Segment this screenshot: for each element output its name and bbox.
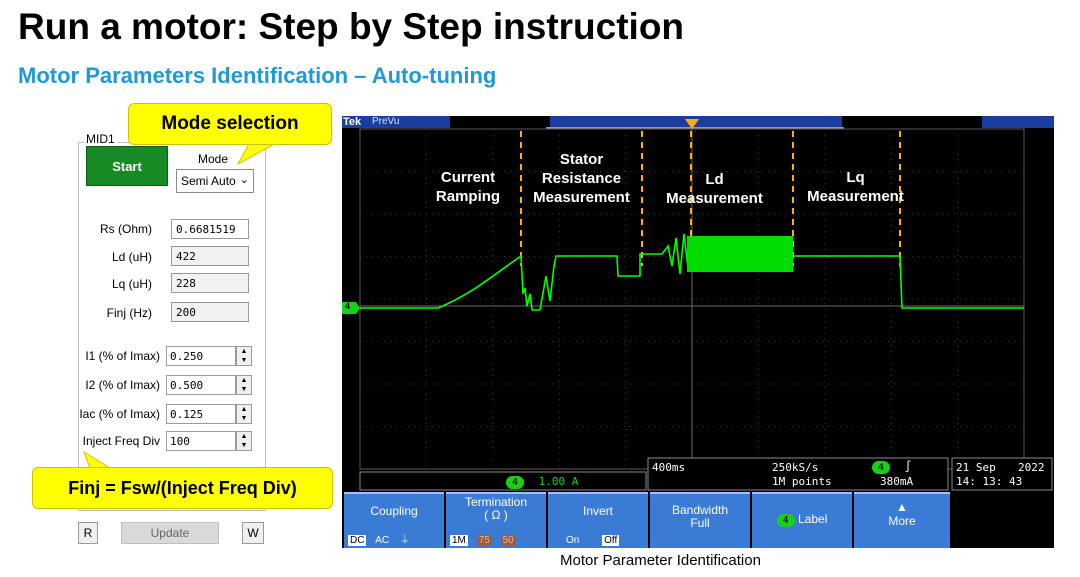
trigger-level: 380mA bbox=[880, 475, 914, 488]
more-menu-button[interactable] bbox=[854, 492, 950, 548]
channel-badge: 4 bbox=[506, 476, 524, 489]
invert-menu-button[interactable] bbox=[548, 492, 648, 548]
channel-marker-label: 4 bbox=[345, 301, 351, 311]
update-button[interactable]: Update bbox=[121, 522, 219, 544]
mid-group-label: MID1 bbox=[86, 132, 115, 146]
coupling-menu-button[interactable] bbox=[344, 492, 444, 548]
brand-label: Tek bbox=[343, 116, 362, 128]
inject-freq-div-spin-button[interactable]: ▲ ▼ bbox=[236, 431, 252, 451]
finj-label: Finj (Hz) bbox=[106, 306, 152, 320]
inject-freq-div-label: Inject Freq Div bbox=[82, 434, 160, 448]
label-menu-button[interactable] bbox=[752, 492, 852, 548]
i2-input[interactable]: 0.500 bbox=[166, 375, 236, 395]
phase-label-ld: Ld Measurement bbox=[666, 171, 763, 207]
sample-rate: 250kS/s bbox=[772, 461, 819, 474]
mode-label: Mode bbox=[198, 152, 229, 166]
bandwidth-value: Full bbox=[690, 516, 710, 530]
termination-options: 1M 75 50 bbox=[452, 535, 514, 546]
mode-selection-callout: Mode selection bbox=[128, 103, 332, 145]
mode-select[interactable] bbox=[176, 169, 254, 193]
finj-formula-callout: Finj = Fsw/(Inject Freq Div) bbox=[32, 467, 333, 509]
oscilloscope-screen bbox=[342, 116, 1054, 548]
bandwidth-label: Bandwidth bbox=[671, 503, 729, 517]
more-label: More bbox=[888, 514, 916, 528]
record-length: 1M points bbox=[772, 475, 832, 488]
date: 21 Sep bbox=[956, 461, 996, 474]
rs-label: Rs (Ohm) bbox=[100, 222, 152, 236]
phase-label-stator-resistance: Stator Resistance Measurement bbox=[533, 151, 630, 206]
bandwidth-menu-button[interactable] bbox=[650, 492, 750, 548]
phase-label-current-ramping: Current Ramping bbox=[435, 169, 501, 205]
i1-spin-button[interactable]: ▲ ▼ bbox=[236, 346, 252, 366]
i2-label: I2 (% of Imax) bbox=[85, 378, 160, 392]
i1-label: I1 (% of Imax) bbox=[85, 349, 160, 363]
inject-freq-div-input[interactable]: 100 bbox=[166, 431, 236, 451]
i1-input[interactable]: 0.250 bbox=[166, 346, 236, 366]
timebase: 400ms bbox=[652, 461, 686, 474]
channel-scale-value: 1.00 A bbox=[538, 475, 579, 488]
figure-caption: Motor Parameter Identification bbox=[560, 552, 761, 569]
trigger-slope-icon: ∫ bbox=[904, 460, 912, 473]
slide-subtitle: Motor Parameters Identification – Auto-tuning bbox=[18, 63, 497, 88]
chevron-up-icon: ▲ bbox=[896, 500, 908, 514]
write-button[interactable]: W bbox=[242, 522, 264, 544]
ld-injection-block bbox=[687, 236, 793, 272]
termination-unit: ( Ω ) bbox=[484, 508, 508, 522]
rs-field[interactable]: 0.6681519 bbox=[171, 219, 249, 239]
chevron-down-icon: ⌄ bbox=[239, 174, 249, 186]
coupling-options: DC AC ⏚ bbox=[350, 535, 410, 546]
i2-spin-button[interactable]: ▲ ▼ bbox=[236, 375, 252, 395]
acquisition-mode: PreVu bbox=[372, 116, 400, 127]
trigger-channel-badge: 4 bbox=[872, 461, 890, 474]
year: 2022 bbox=[1018, 461, 1045, 474]
slide-title: Run a motor: Step by Step instruction bbox=[18, 6, 685, 47]
lq-label: Lq (uH) bbox=[111, 277, 152, 291]
iac-input[interactable]: 0.125 bbox=[166, 404, 236, 424]
termination-menu-button[interactable] bbox=[446, 492, 546, 548]
read-button[interactable]: R bbox=[78, 522, 98, 544]
coupling-label: Coupling bbox=[370, 504, 418, 518]
ld-label: Ld (uH) bbox=[111, 250, 152, 264]
trigger-info bbox=[872, 460, 911, 474]
label-channel-badge: 4 bbox=[777, 514, 795, 527]
termination-label: Termination bbox=[464, 495, 528, 509]
channel-scale bbox=[506, 475, 578, 489]
invert-label: Invert bbox=[582, 504, 613, 518]
mode-select-value: Semi Auto bbox=[181, 174, 236, 188]
start-button[interactable]: Start bbox=[86, 146, 168, 186]
label-text: Label bbox=[798, 512, 828, 526]
finj-field[interactable]: 200 bbox=[171, 302, 249, 322]
iac-spin-button[interactable]: ▲ ▼ bbox=[236, 404, 252, 424]
phase-label-lq: Lq Measurement bbox=[807, 169, 904, 205]
ground-icon: ⏚ bbox=[399, 535, 410, 546]
lq-field[interactable]: 228 bbox=[171, 273, 249, 293]
iac-label: Iac (% of Imax) bbox=[79, 407, 160, 421]
invert-options: On Off bbox=[566, 535, 618, 546]
ld-field[interactable]: 422 bbox=[171, 246, 249, 266]
time: 14: 13: 43 bbox=[956, 475, 1023, 488]
